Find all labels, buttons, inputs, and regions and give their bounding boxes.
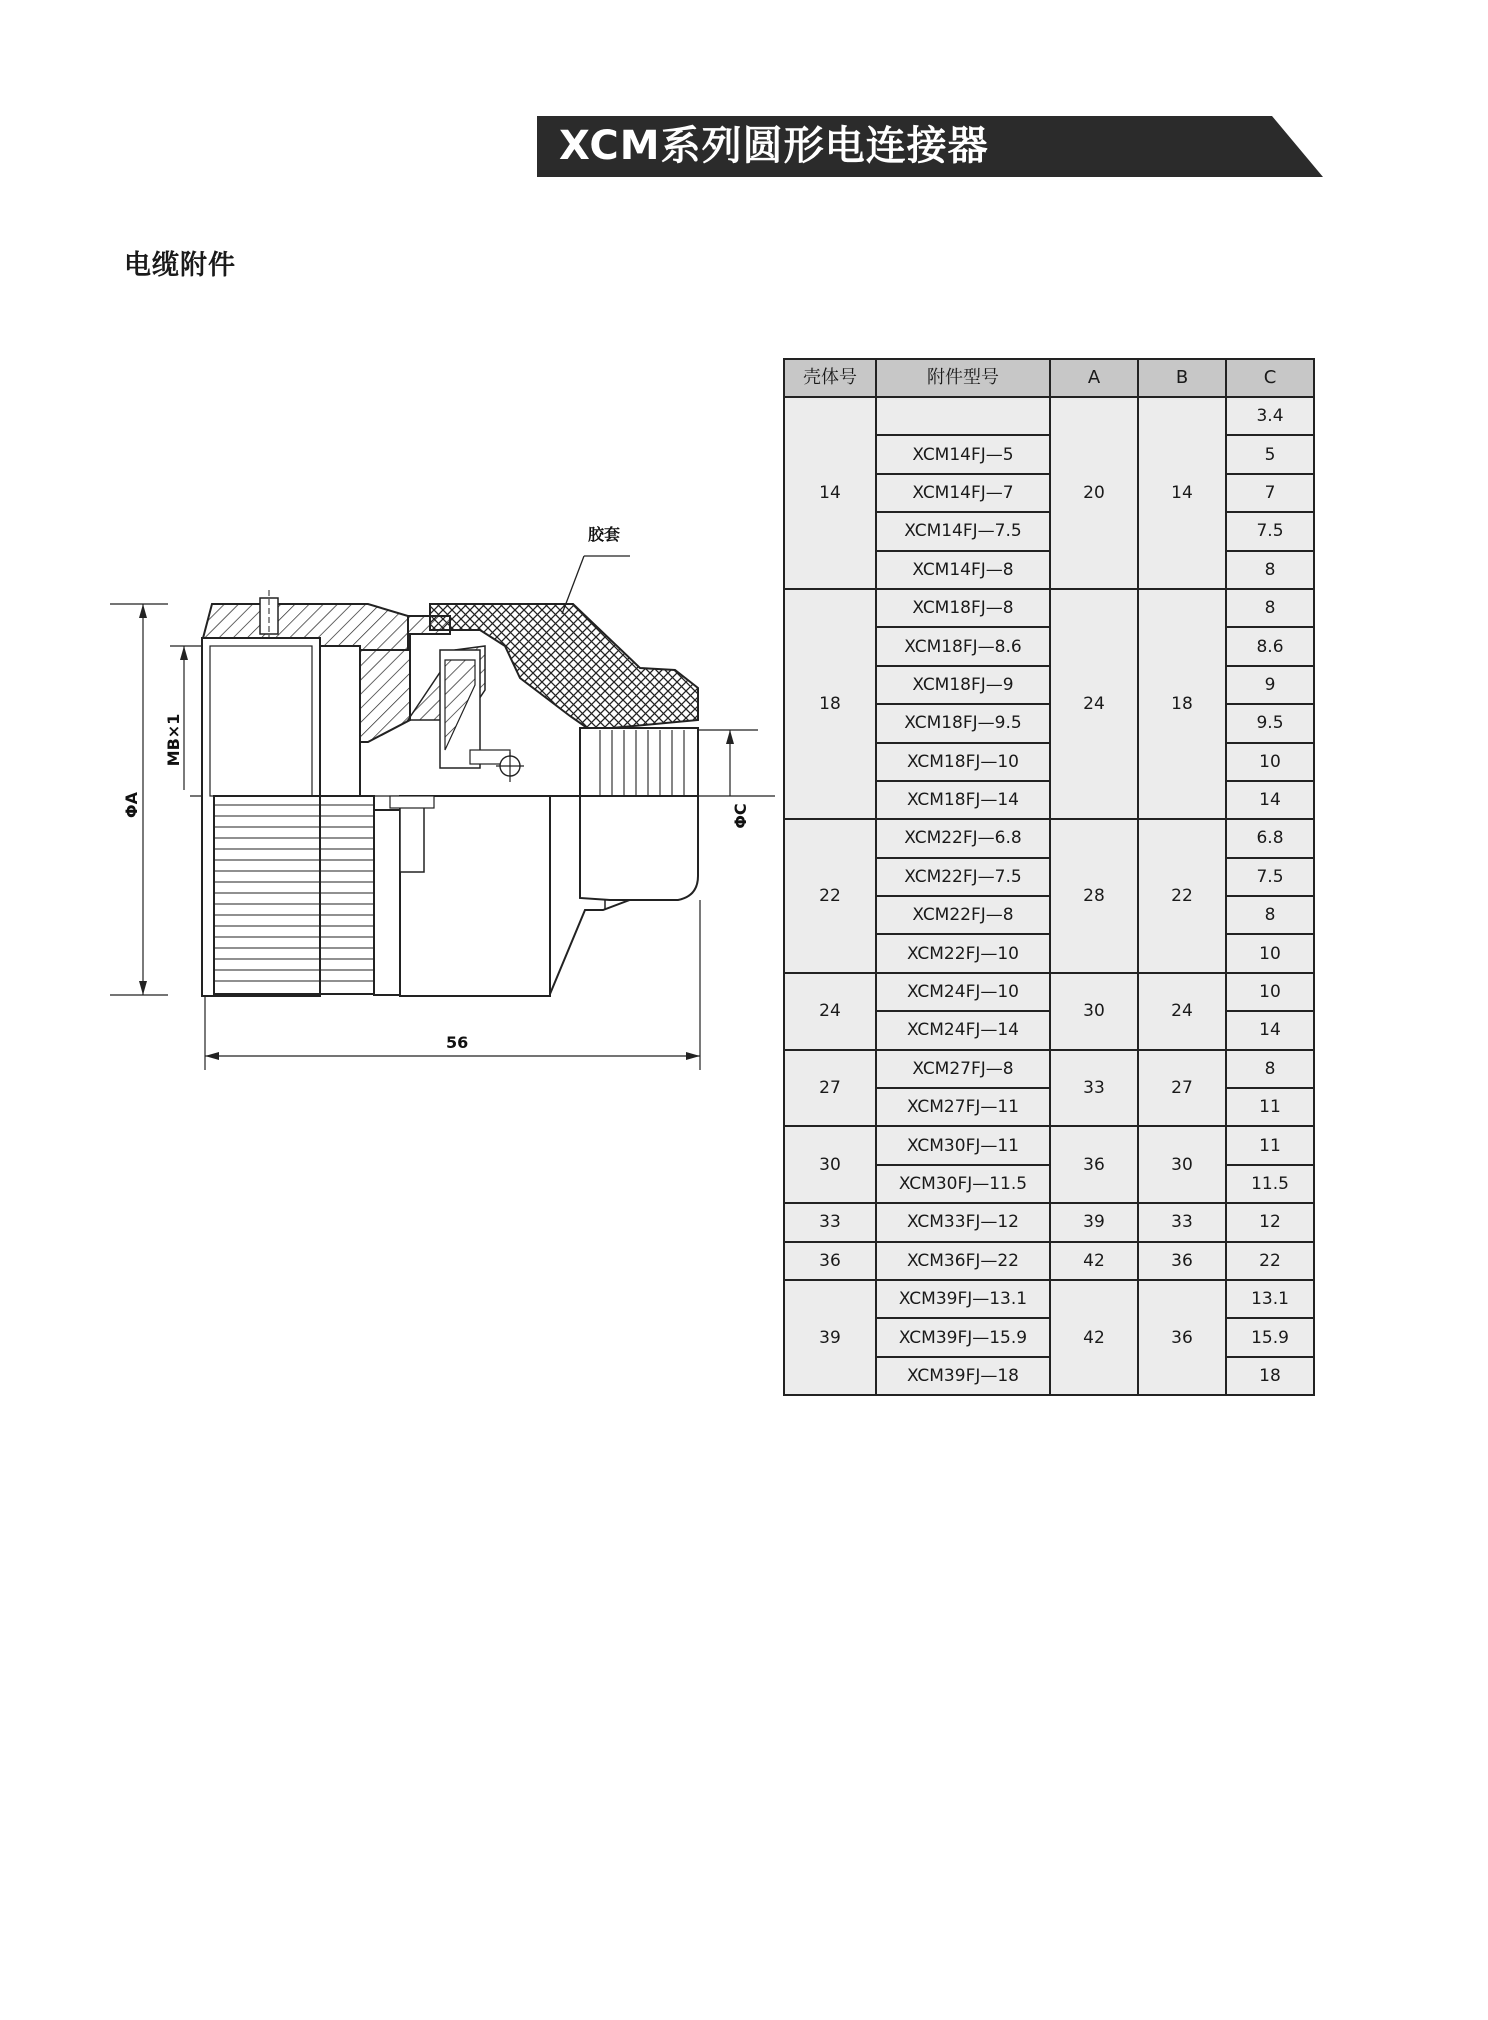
- table-row: [784, 973, 1314, 1011]
- cell-c: 15.9: [1226, 1318, 1314, 1356]
- header-model: 附件型号: [876, 359, 1050, 397]
- table-row: [784, 819, 1314, 857]
- cell-b: 36: [1138, 1242, 1226, 1280]
- cell-shell: 36: [784, 1242, 876, 1280]
- cell-a: 42: [1050, 1280, 1138, 1395]
- cell-c: 10: [1226, 973, 1314, 1011]
- page-title: XCM系列圆形电连接器: [559, 123, 989, 169]
- mb-label: MB×1: [164, 713, 183, 767]
- cell-model: XCM18FJ—14: [876, 781, 1050, 819]
- cell-model: XCM22FJ—10: [876, 934, 1050, 972]
- table-body: [784, 397, 1314, 1395]
- cell-model: XCM22FJ—7.5: [876, 858, 1050, 896]
- connector-drawing-svg: [110, 520, 790, 1080]
- cell-model: XCM18FJ—9.5: [876, 704, 1050, 742]
- cell-model: XCM39FJ—18: [876, 1357, 1050, 1395]
- sleeve-leader: [562, 525, 630, 614]
- table-row: [784, 1280, 1314, 1318]
- cell-model: XCM14FJ—8: [876, 551, 1050, 589]
- cell-b: 27: [1138, 1050, 1226, 1127]
- cell-model: XCM24FJ—14: [876, 1011, 1050, 1049]
- cell-c: 18: [1226, 1357, 1314, 1395]
- cell-model: XCM22FJ—6.8: [876, 819, 1050, 857]
- cell-c: 8: [1226, 589, 1314, 627]
- cell-c: 3.4: [1226, 397, 1314, 435]
- cell-c: 5: [1226, 435, 1314, 473]
- cell-b: 24: [1138, 973, 1226, 1050]
- cell-c: 9.5: [1226, 704, 1314, 742]
- cell-c: 14: [1226, 1011, 1314, 1049]
- cell-a: 24: [1050, 589, 1138, 819]
- header-c: C: [1226, 359, 1314, 397]
- cell-shell: 18: [784, 589, 876, 819]
- cell-shell: 33: [784, 1203, 876, 1241]
- cell-model: XCM18FJ—8: [876, 589, 1050, 627]
- cell-c: 14: [1226, 781, 1314, 819]
- cell-model: [876, 397, 1050, 435]
- cell-model: XCM14FJ—7: [876, 474, 1050, 512]
- header-b: B: [1138, 359, 1226, 397]
- cell-c: 11.5: [1226, 1165, 1314, 1203]
- cell-c: 11: [1226, 1088, 1314, 1126]
- cell-a: 42: [1050, 1242, 1138, 1280]
- cell-model: XCM14FJ—5: [876, 435, 1050, 473]
- cell-c: 7.5: [1226, 512, 1314, 550]
- cell-model: XCM22FJ—8: [876, 896, 1050, 934]
- cell-model: XCM27FJ—8: [876, 1050, 1050, 1088]
- cell-a: 30: [1050, 973, 1138, 1050]
- header-banner: [537, 116, 1323, 177]
- phi-c-label: ΦC: [731, 803, 750, 829]
- length-label: 56: [446, 1033, 469, 1052]
- table-row: [784, 589, 1314, 627]
- cell-c: 8.6: [1226, 627, 1314, 665]
- cell-b: 36: [1138, 1280, 1226, 1395]
- cell-a: 36: [1050, 1126, 1138, 1203]
- cell-model: XCM18FJ—9: [876, 666, 1050, 704]
- table-row: [784, 1242, 1314, 1280]
- table-row: [784, 1203, 1314, 1241]
- dim-phi-a: [110, 604, 168, 995]
- cell-shell: 22: [784, 819, 876, 973]
- cell-model: XCM39FJ—13.1: [876, 1280, 1050, 1318]
- header-shell: 壳体号: [784, 359, 876, 397]
- table-row: [784, 1050, 1314, 1088]
- cell-b: 30: [1138, 1126, 1226, 1203]
- dim-phi-c: [698, 730, 758, 829]
- sleeve-label: 胶套: [588, 525, 621, 544]
- cell-b: 18: [1138, 589, 1226, 819]
- cell-c: 8: [1226, 551, 1314, 589]
- cell-c: 7: [1226, 474, 1314, 512]
- cell-shell: 27: [784, 1050, 876, 1127]
- cell-c: 8: [1226, 1050, 1314, 1088]
- cell-c: 12: [1226, 1203, 1314, 1241]
- cell-a: 39: [1050, 1203, 1138, 1241]
- cell-c: 10: [1226, 743, 1314, 781]
- cell-a: 20: [1050, 397, 1138, 589]
- cell-shell: 39: [784, 1280, 876, 1395]
- cell-model: XCM36FJ—22: [876, 1242, 1050, 1280]
- cell-model: XCM30FJ—11: [876, 1126, 1050, 1164]
- cell-model: XCM27FJ—11: [876, 1088, 1050, 1126]
- cell-b: 14: [1138, 397, 1226, 589]
- spec-table: [783, 358, 1315, 1396]
- table-row: [784, 397, 1314, 435]
- cell-c: 7.5: [1226, 858, 1314, 896]
- cell-model: XCM18FJ—10: [876, 743, 1050, 781]
- table-row: [784, 1126, 1314, 1164]
- cell-b: 33: [1138, 1203, 1226, 1241]
- cell-model: XCM33FJ—12: [876, 1203, 1050, 1241]
- cell-a: 28: [1050, 819, 1138, 973]
- section-title: 电缆附件: [124, 250, 236, 281]
- cell-model: XCM30FJ—11.5: [876, 1165, 1050, 1203]
- cell-c: 22: [1226, 1242, 1314, 1280]
- cell-c: 13.1: [1226, 1280, 1314, 1318]
- header-a: A: [1050, 359, 1138, 397]
- cell-c: 9: [1226, 666, 1314, 704]
- cell-c: 6.8: [1226, 819, 1314, 857]
- cell-model: XCM39FJ—15.9: [876, 1318, 1050, 1356]
- cell-shell: 14: [784, 397, 876, 589]
- cell-c: 10: [1226, 934, 1314, 972]
- phi-a-label: ΦA: [122, 792, 141, 818]
- cell-a: 33: [1050, 1050, 1138, 1127]
- cell-model: XCM24FJ—10: [876, 973, 1050, 1011]
- connector-drawing: [110, 520, 790, 1080]
- cell-c: 11: [1226, 1126, 1314, 1164]
- table-header-row: [784, 359, 1314, 397]
- cell-model: XCM14FJ—7.5: [876, 512, 1050, 550]
- cell-shell: 24: [784, 973, 876, 1050]
- cell-b: 22: [1138, 819, 1226, 973]
- cell-model: XCM18FJ—8.6: [876, 627, 1050, 665]
- cell-shell: 30: [784, 1126, 876, 1203]
- cell-c: 8: [1226, 896, 1314, 934]
